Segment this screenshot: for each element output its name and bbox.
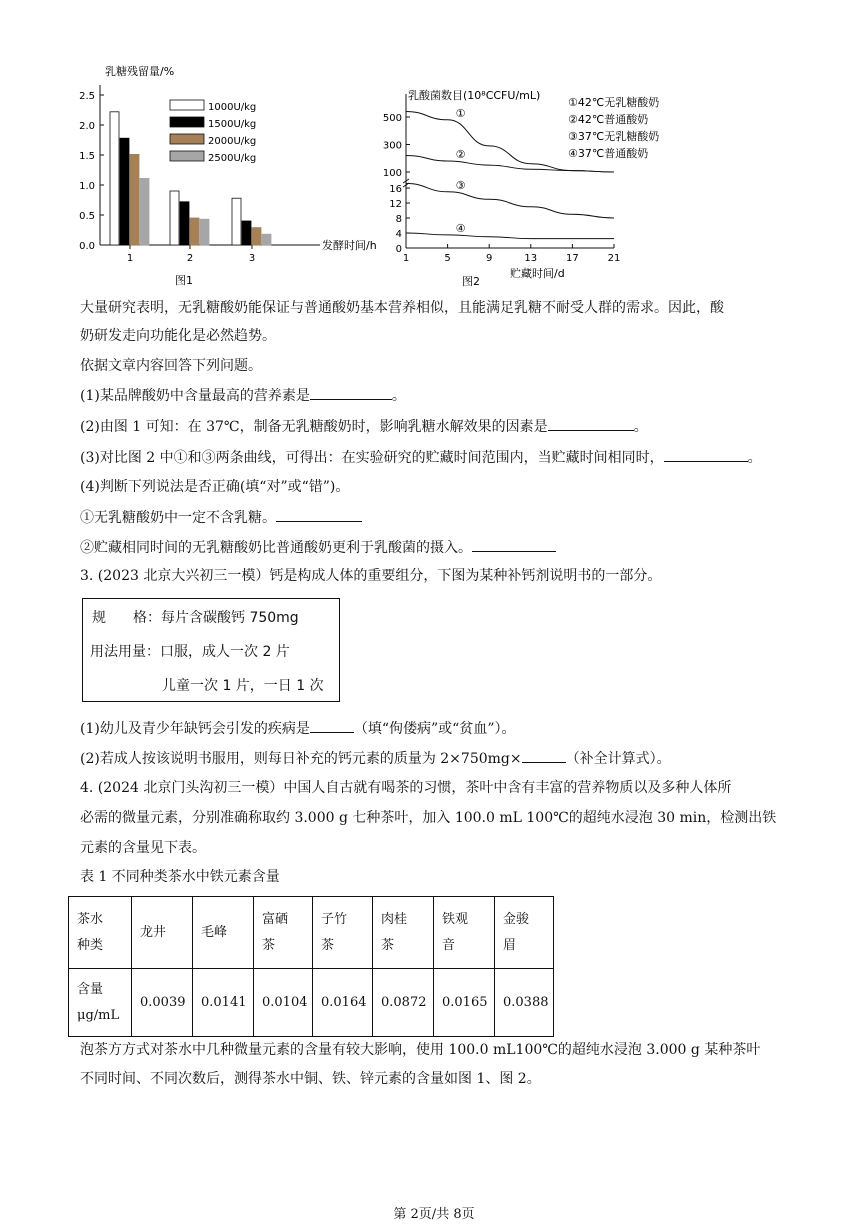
figure-1-bar — [170, 191, 179, 245]
question-4-statement-1: ①无乳糖酸奶中一定不含乳糖。 — [80, 507, 362, 528]
figure-2-series-line — [406, 183, 614, 218]
answer-blank-1[interactable] — [310, 385, 392, 400]
answer-blank-2[interactable] — [548, 416, 634, 431]
paragraph-conclusion-2: 奶研发走向功能化是必然趋势。 — [80, 328, 276, 344]
figure-1-legend-swatch — [170, 134, 204, 144]
figure-1-bar — [130, 154, 139, 245]
figure-2-legend-item: ①42℃无乳糖酸奶 — [568, 96, 660, 109]
figure-2-series-line — [406, 233, 614, 239]
figure-1-bar — [252, 228, 261, 245]
figure-2-ylabel: 乳酸菌数目(10⁸CCFU/mL) — [408, 89, 541, 102]
paragraph-brewing-1: 泡茶方方式对茶水中几种微量元素的含量有较大影响，使用 100.0 mL100℃的超纯水浸泡 3.000 g 某种茶叶 — [80, 1042, 761, 1058]
table-caption: 表 1 不同种类茶水中铁元素含量 — [80, 869, 280, 885]
figure-1-bar — [200, 219, 209, 245]
figure-1-bar-chart — [70, 60, 390, 290]
figure-1-ytick-label: 1.5 — [79, 151, 95, 162]
figure-1-ytick-label: 1.0 — [79, 181, 95, 192]
table-cell: 0.0164 — [313, 969, 373, 1037]
figure-1-xlabel: 发酵时间/h — [322, 239, 377, 252]
figure-1-bar — [262, 234, 271, 245]
figure-2-legend-item: ③37℃无乳糖酸奶 — [568, 130, 660, 143]
section-4-intro-3: 元素的含量见下表。 — [80, 840, 206, 856]
supplement-label-box — [82, 598, 340, 702]
figure-1-caption: 图1 — [175, 274, 193, 287]
answer-blank-s3-1[interactable] — [310, 718, 354, 733]
figure-1-xtick-label: 3 — [248, 253, 256, 264]
table-header-label: 茶水 种类 — [69, 897, 132, 969]
iron-content-table — [68, 896, 554, 1037]
figure-2-legend-item: ④37℃普通酸奶 — [568, 147, 649, 160]
figure-2-ytick-label: 16 — [389, 184, 402, 195]
section-3-intro: 3. (2023 北京大兴初三一模）钙是构成人体的重要组分，下图为某种补钙剂说明书的一部分。 — [80, 568, 662, 584]
table-cell: 0.0165 — [434, 969, 495, 1037]
figure-2-xlabel: 贮藏时间/d — [510, 267, 565, 280]
table-cell: 0.0872 — [373, 969, 434, 1037]
figure-2-xtick-label: 17 — [566, 253, 579, 264]
figure-1-ytick-label: 0.5 — [79, 211, 95, 222]
figure-2-curve-marker: ② — [455, 148, 466, 161]
figure-1-bar — [232, 198, 241, 245]
section-3-question-2: (2)若成人按该说明书服用，则每日补充的钙元素的质量为 2×750mg× （补全计算式）。 — [80, 748, 671, 769]
question-3: (3)对比图 2 中①和③两条曲线，可得出：在实验研究的贮藏时间范围内，当贮藏时间相同时， 。 — [80, 447, 762, 468]
figure-2-ytick-label: 12 — [389, 199, 402, 210]
table-header-cell: 铁观 音 — [434, 897, 495, 969]
answer-blank-4b[interactable] — [472, 537, 556, 552]
answer-blank-3[interactable] — [664, 447, 748, 462]
figure-1-bar — [242, 221, 251, 245]
figure-1-bar — [120, 138, 129, 245]
table-cell: 0.0141 — [193, 969, 254, 1037]
figure-1-ytick-label: 2.0 — [79, 121, 95, 132]
figure-2-ytick-label: 0 — [395, 244, 402, 255]
figure-2-xtick-label: 1 — [402, 253, 410, 264]
figure-1-legend-label: 2500U/kg — [208, 153, 257, 164]
figure-1-bar — [190, 218, 199, 245]
table-cell: 0.0388 — [495, 969, 554, 1037]
answer-blank-4a[interactable] — [276, 507, 362, 522]
figure-2-caption: 图2 — [462, 275, 480, 288]
figure-1-bar — [110, 112, 119, 245]
figure-2-ytick-label: 8 — [395, 214, 402, 225]
figure-1-legend-swatch — [170, 151, 204, 161]
figure-1-ytick-label: 2.5 — [79, 91, 95, 102]
question-4-statement-2: ②贮藏相同时间的无乳糖酸奶比普通酸奶更利于乳酸菌的摄入。 — [80, 537, 556, 558]
figure-2-xtick-label: 13 — [524, 253, 538, 264]
section-4-intro-1: 4. (2024 北京门头沟初三一模）中国人自古就有喝茶的习惯，茶叶中含有丰富的营养物质以及多种人体所 — [80, 780, 732, 796]
section-3-question-1: (1)幼儿及青少年缺钙会引发的疾病是 （填“佝偻病”或“贫血”）。 — [80, 718, 515, 739]
figure-2-curve-marker: ① — [455, 106, 466, 120]
figure-1-legend-label: 1500U/kg — [208, 119, 257, 130]
answer-blank-s3-2[interactable] — [522, 748, 566, 763]
paragraph-conclusion-1: 大量研究表明，无乳糖酸奶能保证与普通酸奶基本营养相似，且能满足乳糖不耐受人群的需求。因此，酸 — [80, 300, 724, 316]
figure-1-xtick-label: 2 — [186, 253, 194, 264]
table-cell: 0.0104 — [254, 969, 313, 1037]
figure-1-bar — [140, 178, 149, 245]
figure-2-xtick-label: 5 — [444, 253, 451, 264]
question-4: (4)判断下列说法是否正确(填“对”或“错”)。 — [80, 479, 350, 495]
figure-2-ytick-label: 4 — [395, 229, 402, 240]
figure-1-ytick-label: 0.0 — [79, 241, 95, 252]
figure-2-curve-marker: ④ — [455, 221, 466, 235]
figure-2-ytick-label: 500 — [382, 113, 402, 124]
section-4-intro-2: 必需的微量元素，分别准确称取约 3.000 g 七种茶叶，加入 100.0 mL 100℃的超纯水浸泡 30 min，检测出铁 — [80, 810, 777, 826]
figure-2-ytick-label: 100 — [382, 168, 402, 179]
figure-1-legend-label: 2000U/kg — [208, 136, 257, 147]
figure-2-xtick-label: 9 — [486, 253, 493, 264]
table-row — [69, 969, 554, 1037]
figure-2-curve-marker: ③ — [455, 178, 466, 192]
figure-1-legend-swatch — [170, 117, 204, 127]
table-header-cell: 富硒 茶 — [254, 897, 313, 969]
question-1: (1)某品牌酸奶中含量最高的营养素是 。 — [80, 385, 406, 406]
table-header-cell: 肉桂 茶 — [373, 897, 434, 969]
figure-2-ytick-label: 300 — [382, 140, 402, 152]
table-cell: 0.0039 — [132, 969, 193, 1037]
question-2: (2)由图 1 可知：在 37℃，制备无乳糖酸奶时，影响乳糖水解效果的因素是 。 — [80, 416, 648, 437]
paragraph-brewing-2: 不同时间、不同次数后，测得茶水中铜、铁、锌元素的含量如图 1、图 2。 — [80, 1071, 541, 1087]
table-header-cell: 子竹 茶 — [313, 897, 373, 969]
figure-1-xtick-label: 1 — [126, 253, 134, 264]
figure-2-line-chart — [370, 80, 660, 290]
spec-line-3: 儿童一次 1 片，一日 1 次 — [162, 678, 324, 694]
figure-1-legend-swatch — [170, 100, 204, 110]
spec-label-1: 规 — [92, 610, 106, 626]
table-header-cell: 金骏 眉 — [495, 897, 554, 969]
figure-2-legend-item: ②42℃普通酸奶 — [568, 113, 649, 126]
figure-1-legend-label: 1000U/kg — [208, 102, 257, 113]
table-header-cell: 毛峰 — [193, 897, 254, 969]
figure-1-ylabel: 乳糖残留量/% — [105, 65, 175, 78]
spec-line-2: 用法用量：口服，成人一次 2 片 — [90, 644, 290, 660]
table-header-cell: 龙井 — [132, 897, 193, 969]
page-footer: 第 2页/共 8页 — [393, 1207, 475, 1222]
spec-line-1: 格：每片含碳酸钙 750mg — [133, 610, 299, 626]
figure-1-bar — [180, 202, 189, 245]
figure-2-xtick-label: 21 — [607, 253, 621, 264]
instruction-line: 依据文章内容回答下列问题。 — [80, 358, 262, 374]
table-header-row — [69, 897, 554, 969]
table-value-label: 含量 μg/mL — [69, 969, 132, 1037]
